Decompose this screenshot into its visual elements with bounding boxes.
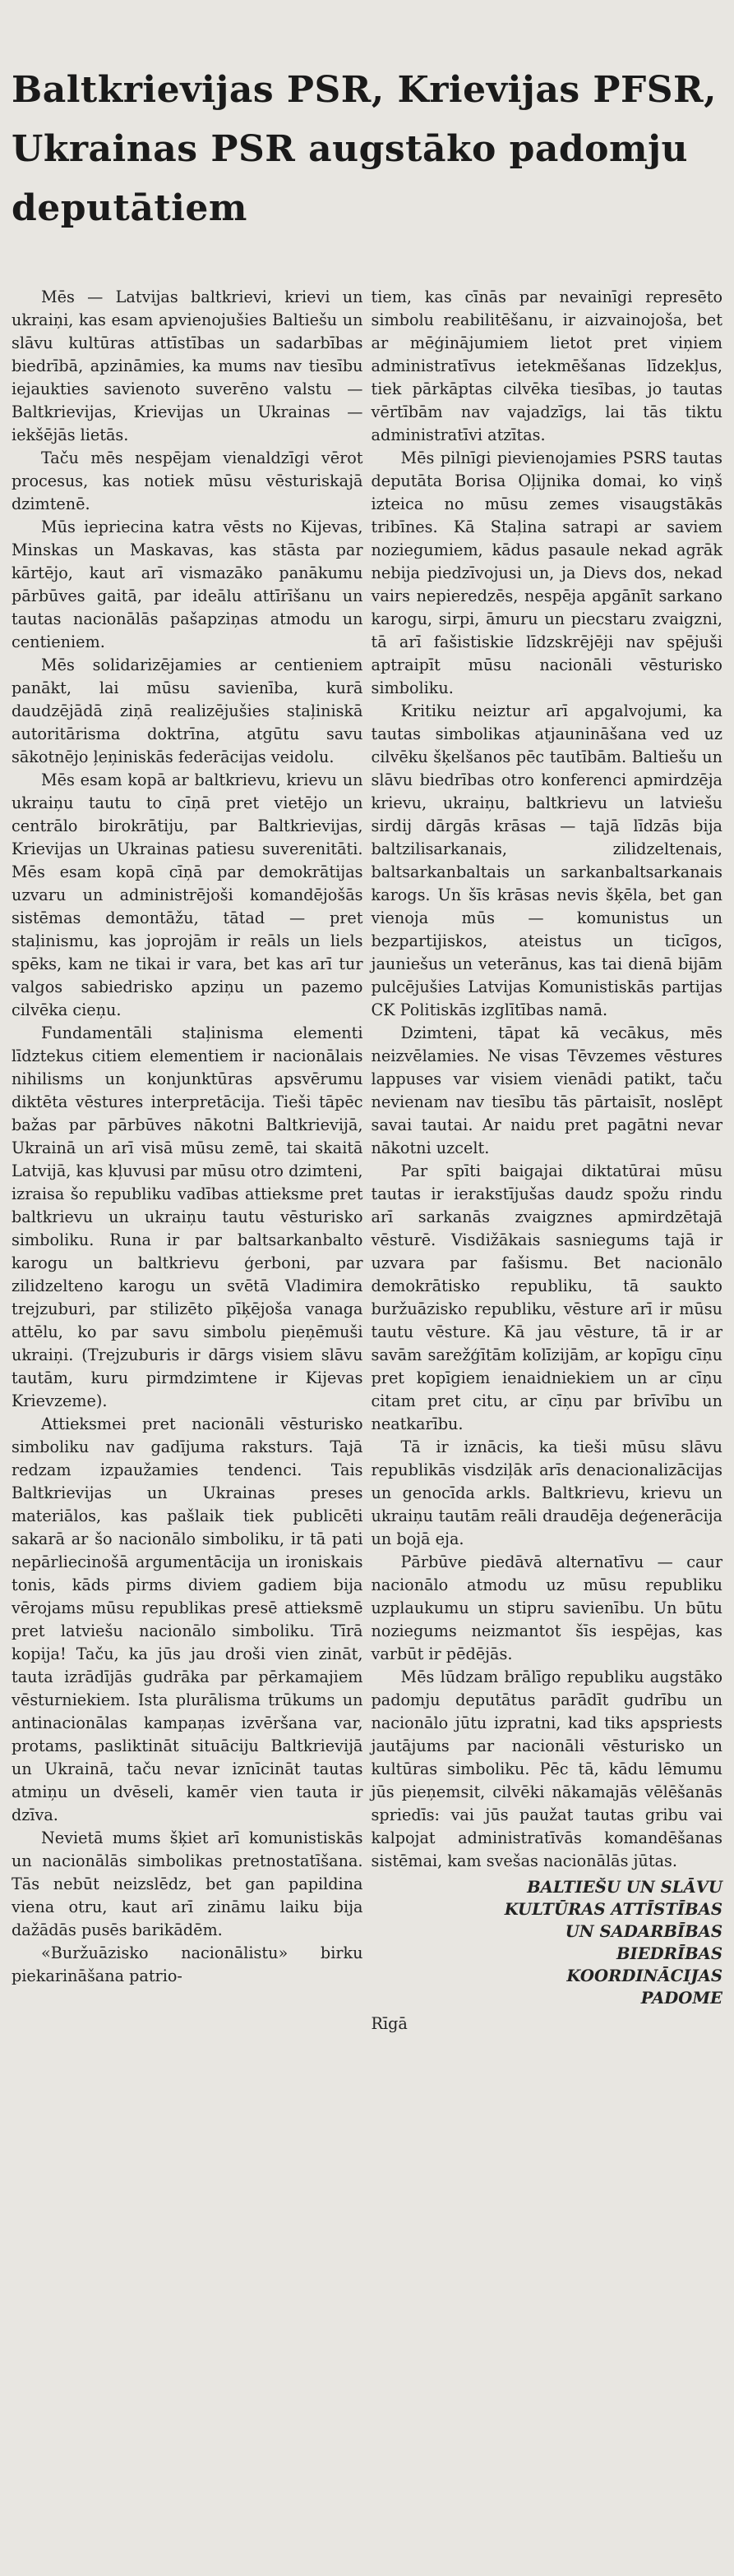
column-right [372, 286, 723, 2571]
paragraph: «Buržuāzisko nacionālistu» birku piekarināšana patrio- [12, 1944, 363, 1985]
signature-line: BALTIEŠU UN SLĀVU [527, 1878, 722, 1897]
signature-line: UN SADARBĪBAS [565, 1922, 722, 1941]
place-line: Rīgā [371, 2014, 408, 2033]
paragraph: Mēs pilnīgi pievienojamies PSRS tautas deputāta Borisa Oļijnika domai, ko viņš izteica no mūsu zemes visaugstākās tribīnes. Kā Staļina satrapi ar saviem noziegumiem, kādus pasaule nekad agrāk nebija piedzīvojusi un, ja Dievs dos, nekad vairs nepieredzēs, nespēja apgānīt sarkano karogu, sirpi, āmuru un piecstaru zvaigzni, tā arī fašistiskie līdzskrējēji nav spējuši aptraipīt mūsu nacionāli vēsturisko simboliku. [371, 448, 722, 697]
paragraph: Mēs esam kopā ar baltkrievu, krievu un ukraiņu tautu to cīņā pret vietējo un centrālo birokrātiju, par Baltkrievijas, Krievijas un Ukrainas patiesu suverenitāti. Mēs esam kopā cīņā par demokrātijas uzvaru un administrējoši komandējošās sistēmas demontāžu, tātad — pret staļinismu, kas joprojām ir reāls un liels spēks, kam ne tikai ir vara, bet kas arī tur valgos sabiedrisko apziņu un pazemo cilvēka cieņu. [12, 770, 363, 1019]
paragraph: Attieksmei pret nacionāli vēsturisko simboliku nav gadījuma raksturs. Tajā redzam izpaužamies tendenci. Tais Baltkrievijas un Ukrainas preses materiālos, kas pašlaik tiek publicēti sakarā ar šo nacionālo simboliku, ir tā pati nepārliecinošā argumentācija un ironiskais tonis, kāds pirms diviem gadiem bija vērojams mūsu republikas presē attieksmē pret latviešu nacionālo simboliku. Tīrā kopija! Taču, ka jūs jau droši vien zināt, tauta izrādījās gudrāka par pērkamajiem vēsturniekiem. Ista plurālisma trūkums un antinacionālas kampaņas izvēršana var, protams, pasliktināt situāciju Baltkrievijā un Ukrainā, taču nevar iznīcināt tautas atmiņu un dvēseli, kamēr vien tauta ir dzīva. [12, 1414, 363, 1824]
paragraph: Par spīti baigajai diktatūrai mūsu tautas ir ierakstījušas daudz spožu rindu arī sarkanās zvaigznes apmirdzētajā vēsturē. Visdižākais sasniegums tajā ir uzvara par fašismu. Bet nacionālo demokrātisko republiku, tā saukto buržuāzisko republiku, vēsture arī ir mūsu tautu vēsture. Kā jau vēsture, tā ir ar savām sarežģītām kolīzijām, ar kopīgu cīņu pret kopīgiem ienaidniekiem un ar cīņu citam pret citu, ar cīņu par brīvību un neatkarību. [371, 1162, 722, 1433]
signature [372, 1876, 723, 2009]
paragraph: Dzimteni, tāpat kā vecākus, mēs neizvēlamies. Ne visas Tēvzemes vēstures lappuses var visiem vienādi patikt, taču nevienam nav tiesību tās pārtaisīt, noslēpt savai tautai. Ar naidu pret pagātni nevar nākotni uzcelt. [371, 1024, 722, 1157]
signature-line: KULTŪRAS ATTĪSTĪBAS [504, 1900, 722, 1919]
paragraph: Kritiku neiztur arī apgalvojumi, ka tautas simbolikas atjaunināšana ved uz cilvēku šķelšanos pēc tautībām. Baltiešu un slāvu biedrības otro konferenci apmirdzēja krievu, ukraiņu, baltkrievu un latviešu sirdij dārgās krāsas — tajā līdzās bija baltzilisarkanais, zilidzeltenais, baltsarkanbaltais un sarkanbaltsarkanais karogs. Un šīs krāsas nevis šķēla, bet gan vienoja mūs — komunistus un bezpartijiskos, ateistus un ticīgos, jauniešus un veterānus, kas tai dienā bijām pulcējušies Latvijas Komunistiskās partijas CK Politiskās izglītības namā. [371, 702, 722, 1019]
paragraph: Taču mēs nespējam vienaldzīgi vērot procesus, kas notiek mūsu vēsturiskajā dzimtenē. [12, 448, 363, 513]
paragraph: Pārbūve piedāvā alternatīvu — caur nacionālo atmodu uz mūsu republiku uzplaukumu un stipru savienību. Un būtu noziegums neizmantot šīs iespējas, kas varbūt ir pēdējās. [371, 1552, 722, 1663]
column-left [12, 286, 363, 2571]
paragraph: Nevietā mums šķiet arī komunistiskās un nacionālās simbolikas pretnostatīšana. Tās nebūt neizslēdz, bet gan papildina viena otru, kaut arī zināmu laiku bija dažādās pusēs barikādēm. [12, 1828, 363, 1939]
signature-line: KOORDINĀCIJAS [566, 1966, 722, 1985]
paragraph: tiem, kas cīnās par nevainīgi represēto simbolu reabilitēšanu, ir aizvainojoša, bet ar mēģinājumiem lietot pret viņiem administratīvus ietekmēšanas līdzekļus, tiek pārkāptas cilvēka tiesības, jo tautas vērtībām nav vajadzīgs, lai tās tiktu administratīvi atzītas. [371, 288, 722, 444]
paragraph: Tā ir iznācis, ka tieši mūsu slāvu republikās visdziļāk arīs denacionalizācijas un genocīda arkls. Baltkrievu, krievu un ukraiņu tautām reāli draudēja deģenerācija un bojā eja. [371, 1438, 722, 1548]
paragraph: Mēs lūdzam brālīgo republiku augstāko padomju deputātus parādīt gudrību un nacionālo jūtu izpratni, kad tiks apspriests jautājums par nacionāli vēsturisko un kultūras simboliku. Pēc tā, kādu lēmumu jūs pieņemsit, cilvēki nākamajās vēlēšanās spriedīs: vai jūs paužat tautas gribu vai kalpojat administratīvās komandēšanas sistēmai, kam svešas nacionālās jūtas. [371, 1668, 722, 1870]
headline: Baltkrievijas PSR, Krievijas PFSR, Ukrainas PSR augstāko padomju deputātiem [12, 69, 717, 229]
article-body [12, 286, 722, 2571]
signature-line: PADOME [640, 1989, 722, 2008]
paragraph: Mēs solidarizējamies ar centieniem panākt, lai mūsu savienība, kurā daudzējādā ziņā realizējušies staļiniskā autoritārisma doktrīna, atgūtu savu sākotnējo ļeņiniskās federācijas veidolu. [12, 656, 363, 766]
paragraph: Fundamentāli staļinisma elementi līdztekus citiem elementiem ir nacionālais nihilisms un konjunktūras apsvērumu diktēta vēstures interpretācija. Tieši tāpēc bažas par pārbūves nākotni Baltkrievijā, Ukrainā un arī visā mūsu zemē, tai skaitā Latvijā, kas kļuvusi par mūsu otro dzimteni, izraisa šo republiku vadības attieksme pret baltkrievu un ukraiņu tautu vēsturisko simboliku. Runa ir par baltsarkanbalto karogu un baltkrievu ģerboni, par zilidzelteno karogu un svētā Vladimira trejzuburi, par stilizēto pīķējoša vanaga attēlu, ko par savu simbolu pieņēmuši ukraiņi. (Trejzuburis ir dārgs visiem slāvu tautām, kuru pirmdzimtene ir Kijevas Krievzeme). [12, 1024, 363, 1410]
paragraph: Mūs iepriecina katra vēsts no Kijevas, Minskas un Maskavas, kas stāsta par kārtējo, kaut arī vismazāko panākumu pārbūves gaitā, par ideālu attīrīšanu un tautas nacionālās pašapziņas atmodu un centieniem. [12, 518, 363, 651]
signature-line: BIEDRĪBAS [616, 1944, 722, 1963]
paragraph: Mēs — Latvijas baltkrievi, krievi un ukraiņi, kas esam apvienojušies Baltiešu un slāvu kultūras attīstības un sadarbības biedrībā, apzināmies, ka mums nav tiesību iejaukties savienoto suverēno valstu — Baltkrievijas, Krievijas un Ukrainas — iekšējās lietās. [12, 288, 363, 444]
